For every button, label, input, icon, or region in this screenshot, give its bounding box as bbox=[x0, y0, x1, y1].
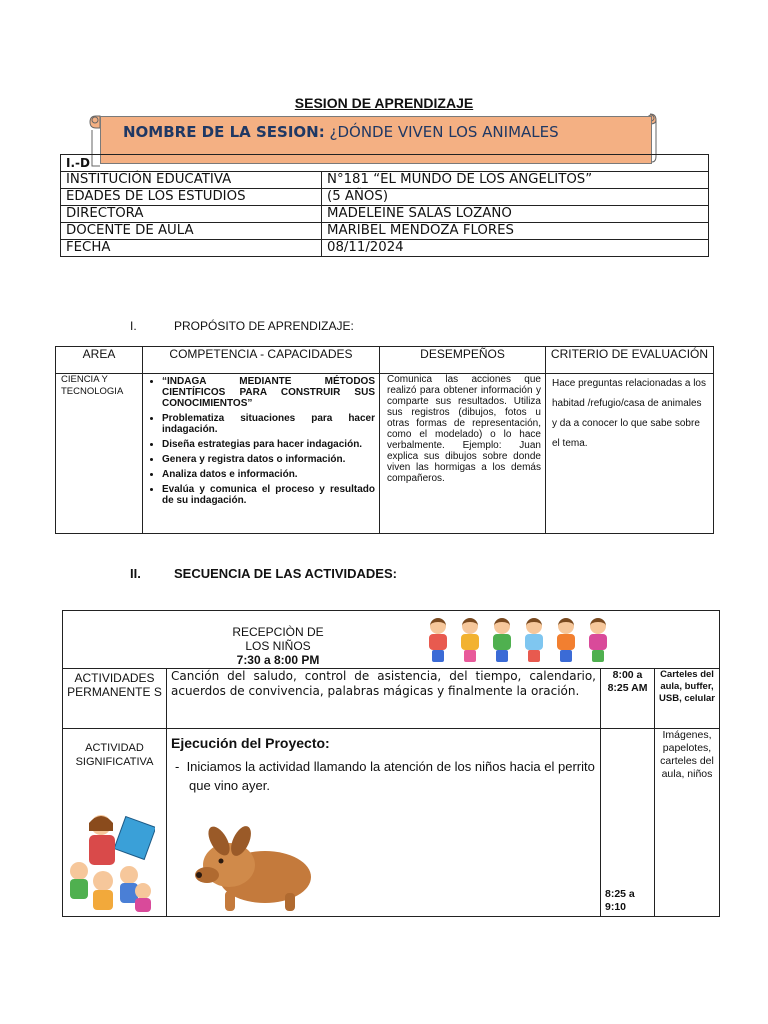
child-figure bbox=[455, 616, 485, 664]
reception-cell bbox=[63, 611, 720, 669]
child-figure bbox=[487, 616, 517, 664]
significant-bullet: - Iniciamos la actividad llamando la atención de los niños hacia el perrito que vino ayer. bbox=[175, 759, 595, 793]
info-value: MADELEINE SALAS LOZANO bbox=[322, 206, 709, 223]
col-competencia: COMPETENCIA - CAPACIDADES bbox=[143, 347, 380, 374]
purpose-table bbox=[55, 346, 714, 534]
list-item: • Genera y registra datos o información. bbox=[162, 454, 375, 465]
list-item: • Diseña estrategias para hacer indagación. bbox=[162, 439, 375, 450]
info-label: FECHA bbox=[61, 240, 322, 257]
banner-label: NOMBRE DE LA SESION: bbox=[123, 123, 325, 141]
competencia-cell bbox=[143, 374, 380, 534]
section2-number: II. bbox=[130, 566, 141, 581]
info-header: I.-D bbox=[61, 155, 709, 172]
permanent-label: ACTIVIDADES PERMANENTE S bbox=[63, 669, 167, 729]
list-item: • Analiza datos e información. bbox=[162, 469, 375, 480]
info-value: (5 AÑOS) bbox=[322, 189, 709, 206]
significant-time: 8:25 a 9:10 bbox=[601, 729, 655, 917]
banner-value: ¿DÓNDE VIVEN LOS ANIMALES bbox=[324, 123, 559, 141]
puppy-photo bbox=[185, 811, 315, 915]
bullet-text: Iniciamos la actividad llamando la atención de los niños hacia el perrito que vino ayer. bbox=[186, 759, 595, 793]
info-label: INSTITUCIÓN EDUCATIVA bbox=[61, 172, 322, 189]
info-table bbox=[60, 154, 709, 257]
info-value: N°181 “EL MUNDO DE LOS ANGELITOS” bbox=[322, 172, 709, 189]
significant-resources: Imágenes, papelotes, carteles del aula, niños bbox=[655, 729, 720, 917]
permanent-text: Canción del saludo, control de asistencia, del tiempo, calendario, acuerdos de convivencia, palabras mágicas y finalmente la oración. bbox=[167, 669, 601, 729]
significant-label-cell bbox=[63, 729, 167, 917]
area-cell: CIENCIA Y TECNOLOGIA bbox=[56, 374, 143, 534]
child-figure bbox=[583, 616, 613, 664]
permanent-resources: Carteles del aula, buffer, USB, celular bbox=[655, 669, 720, 729]
info-label: EDADES DE LOS ESTUDIOS bbox=[61, 189, 322, 206]
table-row bbox=[61, 206, 709, 223]
list-item: • “INDAGA MEDIANTE MÉTODOS CIENTÍFICOS PARA CONSTRUIR SUS CONOCIMIENTOS” bbox=[162, 376, 375, 409]
children-group-icon bbox=[423, 616, 613, 664]
list-item: • Evalúa y comunica el proceso y resultado de su indagación. bbox=[162, 484, 375, 506]
reception-line1: RECEPCIÒN DE bbox=[232, 625, 324, 639]
info-label: DIRECTORA bbox=[61, 206, 322, 223]
table-row bbox=[61, 189, 709, 206]
significant-label: ACTIVIDAD SIGNIFICATIVA bbox=[75, 742, 154, 768]
child-figure bbox=[519, 616, 549, 664]
section1-title: PROPÓSITO DE APRENDIZAJE: bbox=[174, 319, 354, 333]
col-desempenos: DESEMPEÑOS bbox=[380, 347, 546, 374]
table-row bbox=[61, 240, 709, 257]
info-value: MARIBEL MENDOZA FLORES bbox=[322, 223, 709, 240]
page-title: SESION DE APRENDIZAJE bbox=[294, 95, 474, 111]
table-row bbox=[63, 611, 720, 669]
list-item: • Problematiza situaciones para hacer indagación. bbox=[162, 413, 375, 435]
criterio-cell: Hace preguntas relacionadas a los habitad /refugio/casa de animales y da a conocer lo que sabe sobre el tema. bbox=[546, 374, 714, 534]
table-row bbox=[61, 223, 709, 240]
table-row bbox=[63, 729, 720, 917]
table-row bbox=[63, 669, 720, 729]
reception-time: 7:30 a 8:00 PM bbox=[236, 653, 320, 667]
table-row bbox=[56, 374, 714, 534]
reception-line2: LOS NIÑOS bbox=[245, 639, 311, 653]
permanent-time: 8:00 a 8:25 AM bbox=[601, 669, 655, 729]
info-value: 08/11/2024 bbox=[322, 240, 709, 257]
info-label: DOCENTE DE AULA bbox=[61, 223, 322, 240]
section2-title: SECUENCIA DE LAS ACTIVIDADES: bbox=[174, 566, 397, 581]
banner-text bbox=[123, 123, 559, 141]
teacher-reading-icon bbox=[67, 811, 155, 915]
table-row bbox=[61, 172, 709, 189]
activities-table bbox=[62, 610, 720, 917]
section1-number: I. bbox=[130, 319, 137, 333]
col-criterio: CRITERIO DE EVALUACIÓN bbox=[546, 347, 714, 374]
significant-heading: Ejecución del Proyecto: bbox=[171, 735, 330, 751]
col-area: AREA bbox=[56, 347, 143, 374]
child-figure bbox=[551, 616, 581, 664]
child-figure bbox=[423, 616, 453, 664]
desempeno-cell: Comunica las acciones que realizó para obtener información y comparte sus resultados. Utiliza sus registros (dibujos, fotos u otras formas de representación, como el modelado) o lo hace verbalmente. Ejemplo: Juan explica sus dibujos sobre donde viven las hormigas a los demás compañeros. bbox=[380, 374, 546, 534]
significant-content bbox=[167, 729, 601, 917]
